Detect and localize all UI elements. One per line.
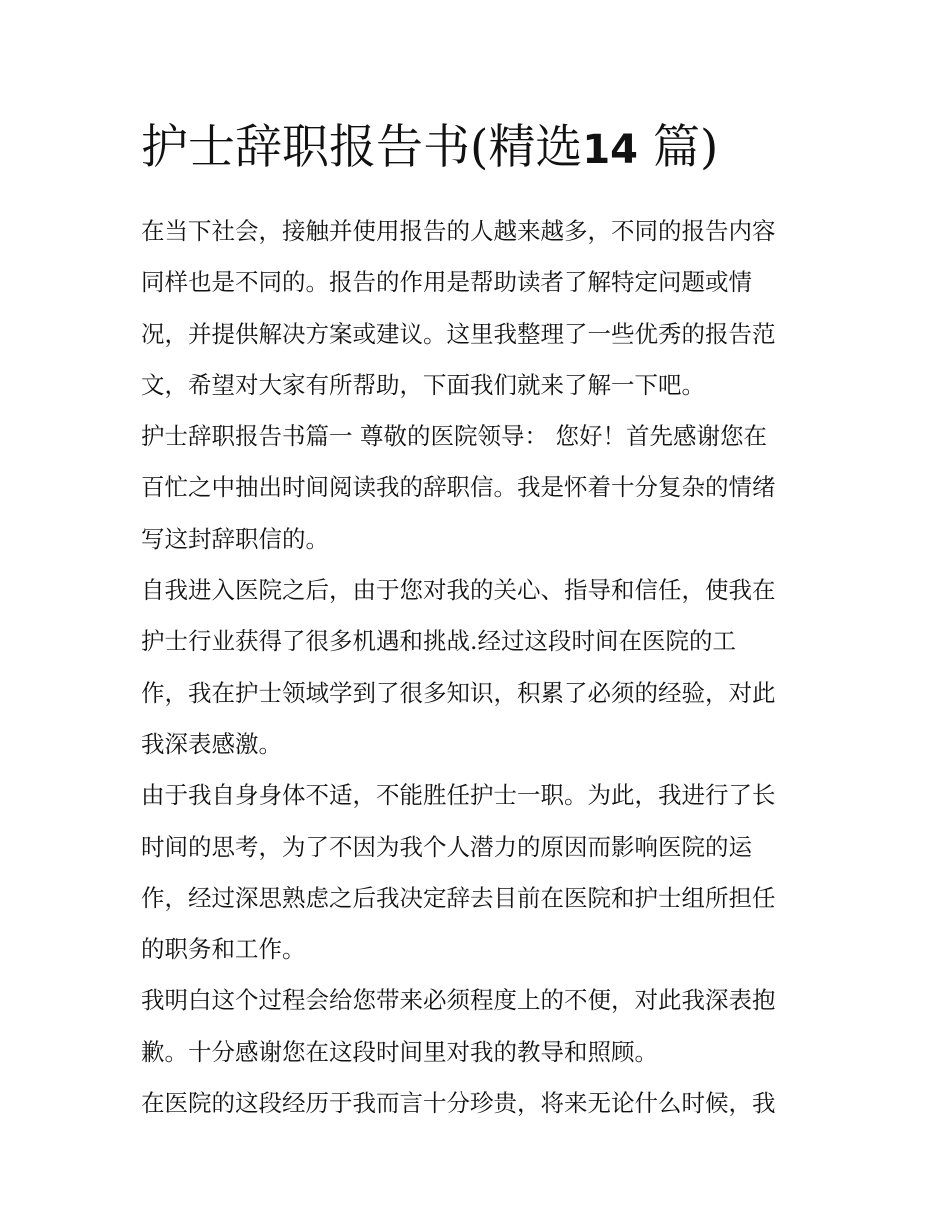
text-line: 在当下社会，接触并使用报告的人越来越多，不同的报告内容 — [141, 217, 776, 245]
text-line: 在医院的这段经历于我而言十分珍贵，将来无论什么时候，我 — [141, 1089, 776, 1118]
document-body — [141, 206, 813, 1129]
text-line: 自我进入医院之后，由于您对我的关心、指导和信任，使我在 — [141, 576, 776, 605]
document-title — [141, 118, 813, 178]
text-line: 况，并提供解决方案或建议。这里我整理了一些优秀的报告范 — [141, 319, 776, 348]
paragraph-apology — [141, 975, 813, 1078]
text-line: 作，我在护士领域学到了很多知识，积累了必须的经验，对此 — [141, 678, 776, 707]
text-line: 作，经过深思熟虑之后我决定辞去目前在医院和护士组所担任 — [141, 883, 776, 912]
text-line: 写这封辞职信的。 — [141, 524, 329, 553]
paragraph-experience — [141, 565, 813, 770]
paragraph-reason — [141, 770, 813, 975]
paragraph-intro — [141, 206, 813, 411]
text-line: 我深表感激。 — [141, 729, 282, 758]
text-line: 百忙之中抽出时间阅读我的辞职信。我是怀着十分复杂的情绪 — [141, 473, 776, 502]
text-line: 我明白这个过程会给您带来必须程度上的不便，对此我深表抱 — [141, 986, 776, 1015]
title-prefix: 护士辞职报告书(精选 — [141, 120, 583, 175]
text-line: 护士辞职报告书篇一 尊敬的医院领导： 您好！首先感谢您在 — [141, 422, 767, 451]
text-line: 护士行业获得了很多机遇和挑战.经过这段时间在医院的工 — [141, 627, 736, 656]
document-content — [141, 118, 813, 1129]
text-line: 文，希望对大家有所帮助，下面我们就来了解一下吧。 — [141, 370, 705, 399]
text-line: 歉。十分感谢您在这段时间里对我的教导和照顾。 — [141, 1037, 658, 1066]
title-number: 14 — [582, 127, 639, 173]
text-line: 同样也是不同的。报告的作用是帮助读者了解特定问题或情 — [141, 268, 752, 297]
paragraph-closing — [141, 1078, 813, 1129]
text-line: 时间的思考，为了不因为我个人潜力的原因而影响医院的运 — [141, 832, 752, 861]
text-line: 由于我自身身体不适，不能胜任护士一职。为此，我进行了长 — [141, 781, 776, 810]
title-suffix: 篇) — [652, 120, 719, 175]
paragraph-greeting — [141, 411, 813, 565]
text-line: 的职务和工作。 — [141, 935, 306, 964]
